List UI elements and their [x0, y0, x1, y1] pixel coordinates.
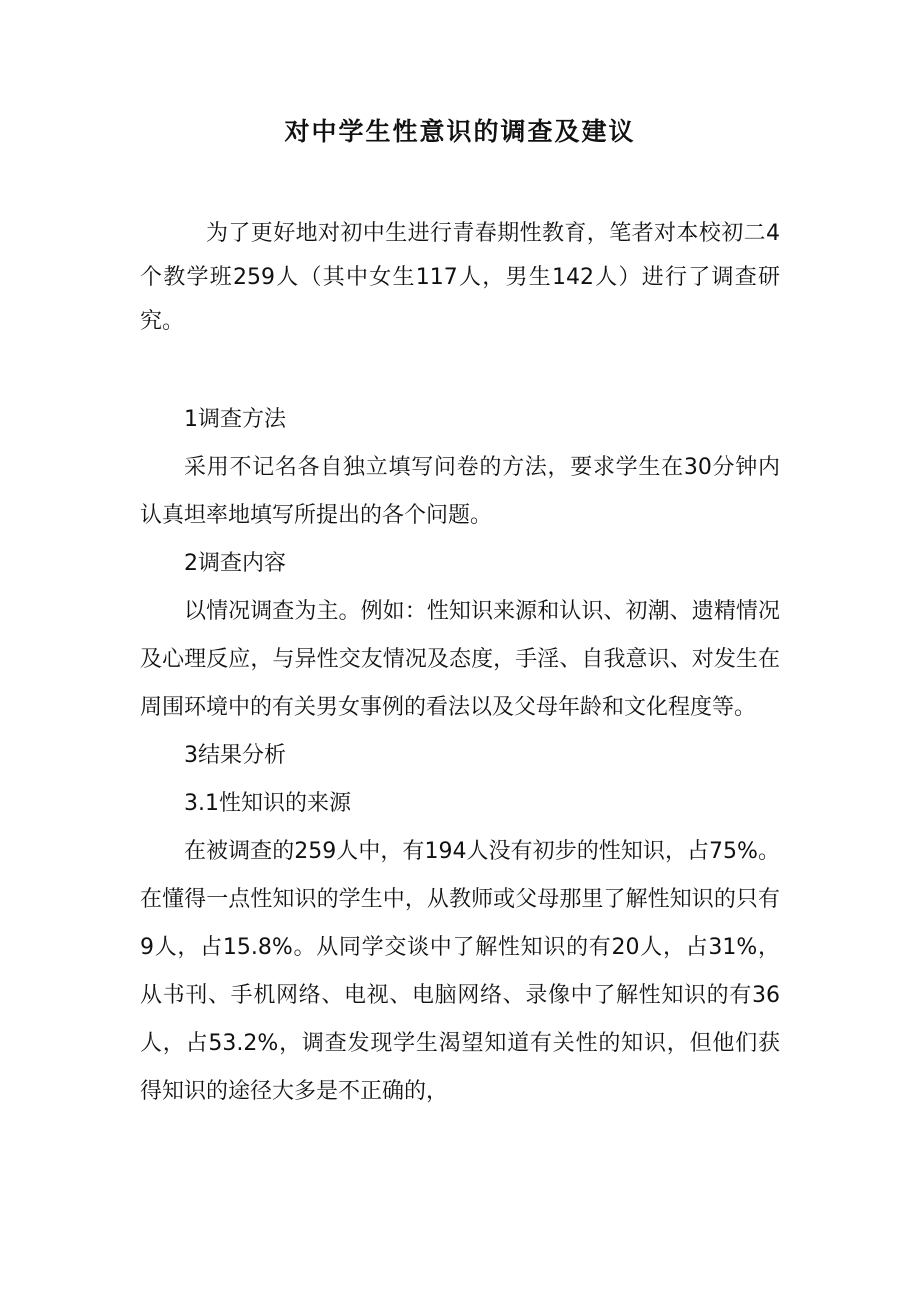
section-heading-results: 3结果分析 [184, 743, 286, 768]
paragraph-survey-content: 以情况调查为主。例如：性知识来源和认识、初潮、遗精情况及心理反应，与异性交友情况及态度，手淫、自我意识、对发生在周围环境中的有关男女事例的看法以及父母年龄和文化程度等。 [140, 599, 780, 720]
section-heading-survey-content: 2调查内容 [184, 551, 286, 576]
paragraph-survey-method: 采用不记名各自独立填写问卷的方法，要求学生在30分钟内认真坦率地填写所提出的各个问题。 [140, 455, 780, 528]
document-body [140, 212, 780, 1116]
intro-paragraph: 为了更好地对初中生进行青春期性教育，笔者对本校初二4个教学班259人（其中女生117人，男生142人）进行了调查研究。 [140, 221, 780, 334]
subsection-heading-knowledge-source: 3.1性知识的来源 [184, 791, 351, 816]
paragraph-knowledge-source: 在被调查的259人中，有194人没有初步的性知识，占75%。在懂得一点性知识的学生中，从教师或父母那里了解性知识的只有9人，占15.8%。从同学交谈中了解性知识的有20人，占31%，从书刊、手机网络、电视、电脑网络、录像中了解性知识的有36人，占53.2%，调查发现学生渴望知道有关性的知识，但他们获得知识的途径大多是不正确的， [140, 839, 780, 1104]
paragraph-spacer [140, 344, 780, 396]
document-title: 对中学生性意识的调查及建议 [284, 117, 636, 146]
section-heading-survey-method: 1调查方法 [184, 407, 286, 432]
